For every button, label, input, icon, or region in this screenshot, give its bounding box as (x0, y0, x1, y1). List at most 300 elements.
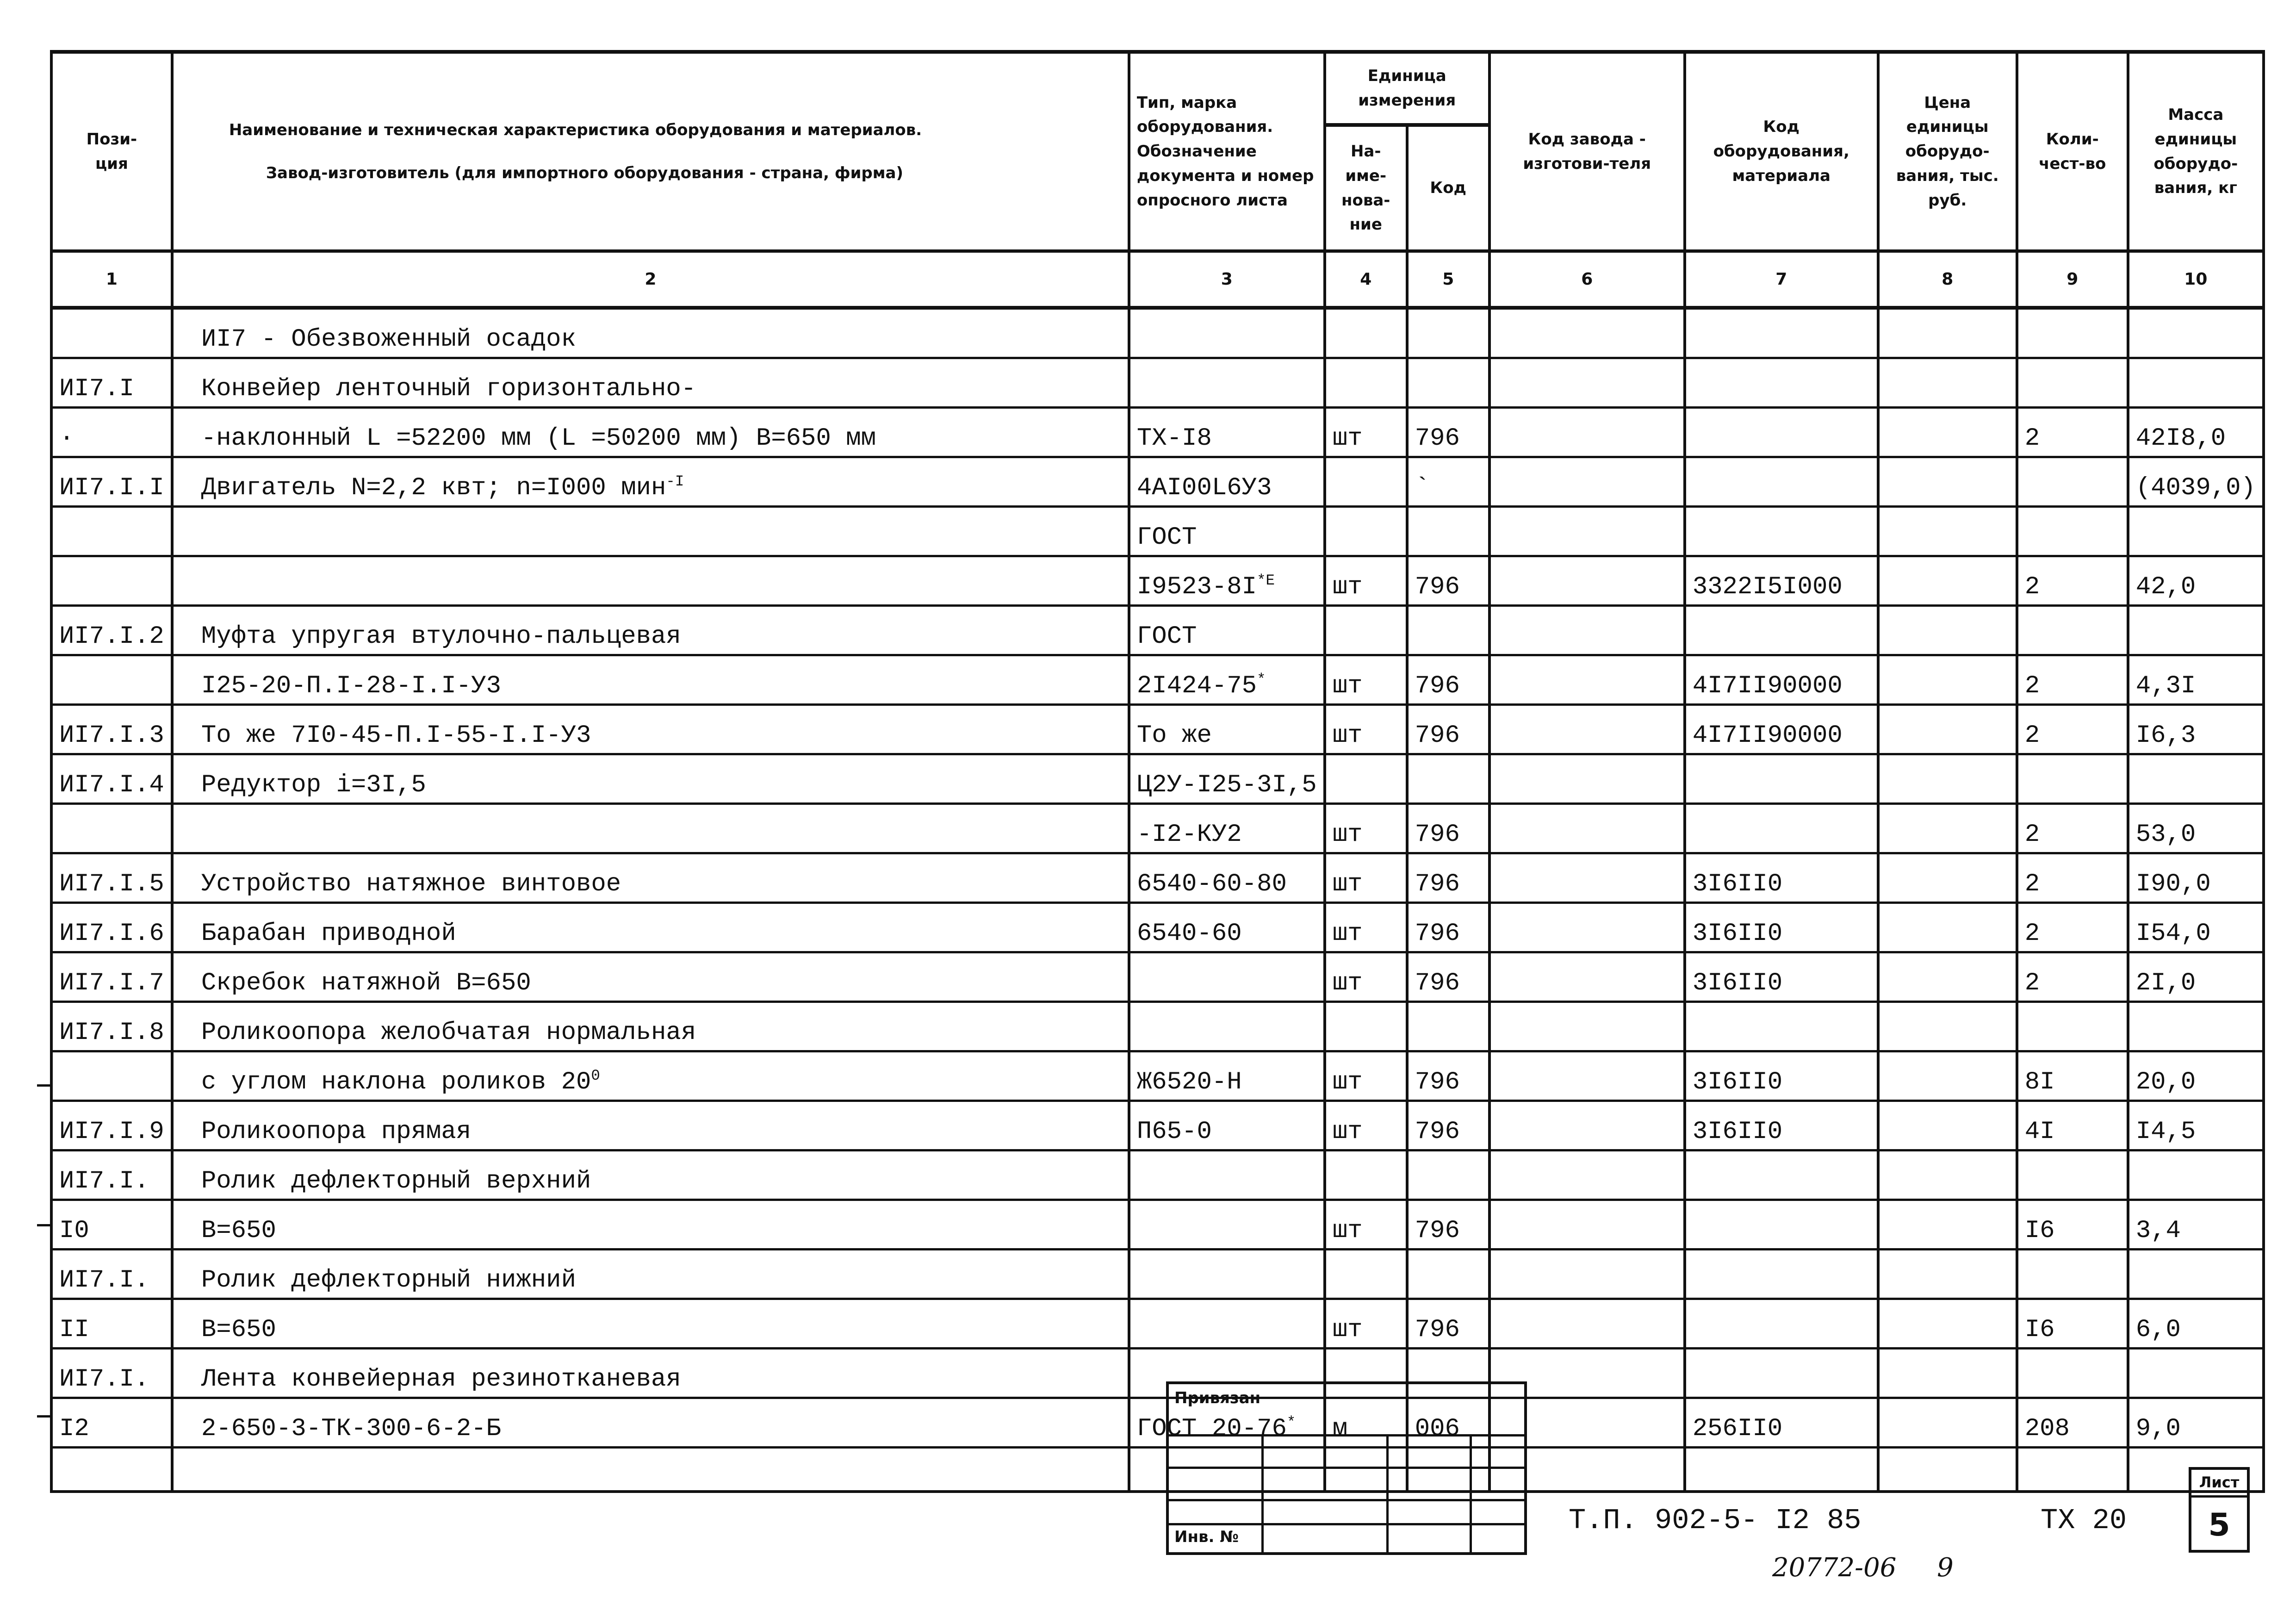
row-name-text: Ролик дефлекторный нижний (201, 1266, 576, 1294)
row-plant-code (1489, 1200, 1685, 1250)
row-unit-code-text: 006 (1415, 1415, 1460, 1443)
row-mass-text: I4,5 (2135, 1118, 2196, 1146)
row-unit-code-text: 796 (1415, 424, 1460, 453)
row-unit-text: шт (1332, 1316, 1363, 1344)
column-number: 1 (51, 251, 172, 308)
row-unit-code-text: 796 (1415, 870, 1460, 898)
header-quantity: Коли-чест-во (2017, 52, 2128, 251)
row-position (51, 308, 172, 358)
row-material-code (1685, 952, 1878, 1002)
row-quantity (2017, 804, 2128, 853)
row-position-text: ИI7.I.3 (59, 721, 164, 750)
row-unit-text: шт (1332, 920, 1363, 948)
row-unit (1325, 655, 1407, 705)
row-type (1129, 853, 1325, 903)
row-position-text: I0 (59, 1217, 89, 1245)
row-unit-code (1407, 705, 1489, 754)
row-position (51, 457, 172, 507)
row-unit-code (1407, 556, 1489, 606)
row-material-code-text: 256II0 (1692, 1415, 1783, 1443)
row-type (1129, 358, 1325, 408)
row-type (1129, 903, 1325, 952)
row-mass (2128, 1150, 2264, 1200)
row-type (1129, 1299, 1325, 1349)
row-plant-code (1489, 1051, 1685, 1101)
row-name (172, 754, 1129, 804)
row-plant-code (1489, 754, 1685, 804)
column-number: 7 (1685, 251, 1878, 308)
row-position (51, 1101, 172, 1150)
row-type (1129, 655, 1325, 705)
header-name-line2: Завод-изготовитель (для импортного оборудования - страна, фирма) (266, 163, 904, 182)
row-quantity-text: 2 (2024, 821, 2040, 849)
row-mass-text: 3,4 (2135, 1217, 2181, 1245)
empty-cell (1685, 1448, 1878, 1492)
row-material-code (1685, 853, 1878, 903)
row-name (172, 1299, 1129, 1349)
row-mass (2128, 1051, 2264, 1101)
row-material-code (1685, 754, 1878, 804)
row-unit-code-text: 796 (1415, 1316, 1460, 1344)
row-material-code (1685, 1200, 1878, 1250)
row-unit (1325, 705, 1407, 754)
row-name (172, 853, 1129, 903)
row-quantity (2017, 1051, 2128, 1101)
row-price (1878, 507, 2017, 556)
table-header (51, 52, 2264, 125)
row-name-superscript: 0 (591, 1067, 600, 1084)
row-mass-text: 42I8,0 (2135, 424, 2226, 453)
row-mass (2128, 1200, 2264, 1250)
row-price (1878, 853, 2017, 903)
row-material-code (1685, 804, 1878, 853)
row-type (1129, 1250, 1325, 1299)
row-plant-code (1489, 1101, 1685, 1150)
table-row (51, 457, 2264, 507)
row-quantity (2017, 655, 2128, 705)
row-unit (1325, 754, 1407, 804)
row-name (172, 606, 1129, 655)
row-price (1878, 1349, 2017, 1398)
row-position-text: ИI7.I.5 (59, 870, 164, 898)
row-unit-code (1407, 408, 1489, 457)
row-mass-text: I54,0 (2135, 920, 2211, 948)
row-name (172, 655, 1129, 705)
row-price (1878, 903, 2017, 952)
row-mass (2128, 358, 2264, 408)
row-unit-code (1407, 1101, 1489, 1150)
table-row (51, 507, 2264, 556)
row-position (51, 1250, 172, 1299)
row-price (1878, 1002, 2017, 1051)
row-unit (1325, 606, 1407, 655)
row-mass (2128, 1398, 2264, 1448)
row-mass (2128, 308, 2264, 358)
row-price (1878, 754, 2017, 804)
row-type (1129, 804, 1325, 853)
row-quantity (2017, 1349, 2128, 1398)
row-mass-text: 6,0 (2135, 1316, 2181, 1344)
row-type-text: 4АI00L6У3 (1136, 474, 1272, 502)
row-unit-text: шт (1332, 573, 1363, 601)
row-unit-code (1407, 507, 1489, 556)
sheet-label: Лист (2191, 1470, 2247, 1498)
row-type-text: I9523-8I (1136, 573, 1257, 601)
row-position-text: ИI7.I. (59, 1266, 149, 1294)
row-name-text: Лента конвейерная резинотканевая (201, 1365, 681, 1393)
row-position (51, 1150, 172, 1200)
row-unit (1325, 408, 1407, 457)
row-unit (1325, 457, 1407, 507)
header-name-line1: Наименование и техническая характеристика оборудования и материалов. (229, 120, 922, 139)
row-unit (1325, 804, 1407, 853)
row-unit-code-text: 796 (1415, 1217, 1460, 1245)
row-name-text: Ролик дефлекторный верхний (201, 1167, 591, 1195)
row-plant-code (1489, 308, 1685, 358)
row-unit-code (1407, 804, 1489, 853)
row-unit-code (1407, 358, 1489, 408)
table-row (51, 1200, 2264, 1250)
row-position-text: ИI7.I.6 (59, 920, 164, 948)
row-unit-code-text: 796 (1415, 573, 1460, 601)
row-material-code (1685, 358, 1878, 408)
row-quantity-text: 2 (2024, 721, 2040, 750)
row-quantity (2017, 556, 2128, 606)
table-row (51, 556, 2264, 606)
row-mass (2128, 408, 2264, 457)
table-row (51, 1250, 2264, 1299)
row-name-text: Скребок натяжной В=650 (201, 969, 531, 997)
row-unit-text: шт (1332, 721, 1363, 750)
equipment-spec-table (50, 50, 2265, 1493)
row-plant-code (1489, 705, 1685, 754)
row-price (1878, 655, 2017, 705)
row-position-text: ИI7.I (59, 375, 135, 403)
row-unit-code (1407, 1002, 1489, 1051)
row-name (172, 1150, 1129, 1200)
row-position (51, 655, 172, 705)
row-quantity-text: 2 (2024, 672, 2040, 700)
row-unit (1325, 952, 1407, 1002)
row-name (172, 903, 1129, 952)
row-type (1129, 457, 1325, 507)
row-type-text: ГОСТ (1136, 523, 1197, 552)
row-position (51, 1398, 172, 1448)
row-name-text: -наклонный L =52200 мм (L =50200 мм) B=650 мм (201, 424, 876, 453)
row-unit (1325, 1200, 1407, 1250)
row-position (51, 358, 172, 408)
empty-table-row (51, 1448, 2264, 1492)
row-position-text: ИI7.I.I (59, 474, 164, 502)
row-quantity-text: 2 (2024, 424, 2040, 453)
row-material-code (1685, 705, 1878, 754)
row-material-code (1685, 1250, 1878, 1299)
row-price (1878, 1051, 2017, 1101)
row-type (1129, 1150, 1325, 1200)
row-mass (2128, 705, 2264, 754)
row-unit-code-text: 796 (1415, 1068, 1460, 1096)
row-quantity (2017, 358, 2128, 408)
column-number: 4 (1325, 251, 1407, 308)
row-quantity (2017, 606, 2128, 655)
row-plant-code (1489, 903, 1685, 952)
row-unit-code (1407, 1051, 1489, 1101)
row-position-text: II (59, 1316, 89, 1344)
row-plant-code (1489, 1250, 1685, 1299)
row-position-text: ИI7.I.2 (59, 622, 164, 651)
row-position (51, 1349, 172, 1398)
row-quantity (2017, 1200, 2128, 1250)
row-name (172, 804, 1129, 853)
row-price (1878, 556, 2017, 606)
row-position (51, 1051, 172, 1101)
row-mass-text: 9,0 (2135, 1415, 2181, 1443)
row-mass (2128, 1101, 2264, 1150)
row-material-code (1685, 457, 1878, 507)
row-material-code (1685, 606, 1878, 655)
row-unit-code (1407, 1250, 1489, 1299)
row-name-superscript: -I (666, 473, 684, 490)
row-name-text: Редуктор i=3I,5 (201, 771, 426, 799)
row-material-code-text: 3I6II0 (1692, 969, 1783, 997)
row-price (1878, 804, 2017, 853)
row-type (1129, 1200, 1325, 1250)
row-quantity (2017, 1299, 2128, 1349)
row-plant-code (1489, 1002, 1685, 1051)
row-mass (2128, 1349, 2264, 1398)
row-type (1129, 754, 1325, 804)
row-name (172, 1101, 1129, 1150)
row-type-text: ГОСТ (1136, 622, 1197, 651)
row-plant-code (1489, 952, 1685, 1002)
column-number: 6 (1489, 251, 1685, 308)
row-price (1878, 1250, 2017, 1299)
row-unit-text: шт (1332, 1068, 1363, 1096)
row-unit (1325, 903, 1407, 952)
row-material-code-text: 4I7II90000 (1692, 672, 1843, 700)
row-position (51, 606, 172, 655)
row-type (1129, 1101, 1325, 1150)
row-position-text: I2 (59, 1415, 89, 1443)
header-plant-code: Код завода - изготови-теля (1489, 52, 1685, 251)
row-name-text: В=650 (201, 1217, 276, 1245)
row-price (1878, 952, 2017, 1002)
row-unit-code (1407, 308, 1489, 358)
row-quantity (2017, 754, 2128, 804)
row-type-text: 6540-60-80 (1136, 870, 1287, 898)
table-row (51, 804, 2264, 853)
row-type-superscript: * (1286, 1414, 1296, 1431)
row-position (51, 507, 172, 556)
margin-tick (37, 1415, 51, 1418)
row-mass-text: 20,0 (2135, 1068, 2196, 1096)
row-mass (2128, 1002, 2264, 1051)
row-unit (1325, 308, 1407, 358)
row-type-text: -I2-КУ2 (1136, 821, 1242, 849)
row-name (172, 1349, 1129, 1398)
empty-cell (172, 1448, 1129, 1492)
header-price: Цена единицы оборудо-вания, тыс. руб. (1878, 52, 2017, 251)
header-mass: Масса единицы оборудо-вания, кг (2128, 52, 2264, 251)
row-unit-code (1407, 903, 1489, 952)
row-position-text: ИI7.I. (59, 1365, 149, 1393)
row-price (1878, 308, 2017, 358)
row-quantity (2017, 457, 2128, 507)
column-number: 3 (1129, 251, 1325, 308)
row-name-text: В=650 (201, 1316, 276, 1344)
table-row (51, 1299, 2264, 1349)
empty-cell (51, 1448, 172, 1492)
row-unit (1325, 1250, 1407, 1299)
row-type-text: ТХ-I8 (1136, 424, 1212, 453)
row-type (1129, 507, 1325, 556)
row-mass (2128, 655, 2264, 705)
row-unit (1325, 1002, 1407, 1051)
row-material-code-text: 3I6II0 (1692, 1118, 1783, 1146)
table-row (51, 705, 2264, 754)
table-row (51, 408, 2264, 457)
row-price (1878, 606, 2017, 655)
row-type-superscript: * (1257, 671, 1266, 688)
row-quantity (2017, 507, 2128, 556)
row-material-code-text: 3322I5I000 (1692, 573, 1843, 601)
row-mass (2128, 556, 2264, 606)
table-row (51, 1002, 2264, 1051)
row-plant-code (1489, 655, 1685, 705)
row-unit (1325, 556, 1407, 606)
column-number: 9 (2017, 251, 2128, 308)
row-mass (2128, 903, 2264, 952)
row-quantity (2017, 952, 2128, 1002)
row-unit-text: шт (1332, 672, 1363, 700)
row-name (172, 1002, 1129, 1051)
row-unit-text: м (1332, 1415, 1348, 1443)
row-name-text: Муфта упругая втулочно-пальцевая (201, 622, 681, 651)
row-mass (2128, 804, 2264, 853)
table-row (51, 1150, 2264, 1200)
row-unit-code (1407, 1200, 1489, 1250)
row-material-code (1685, 1101, 1878, 1150)
header-material-code: Код оборудования, материала (1685, 52, 1878, 251)
row-plant-code (1489, 457, 1685, 507)
header-unit-code: Код (1407, 125, 1489, 251)
row-name (172, 1250, 1129, 1299)
row-type-text: То же (1136, 721, 1212, 750)
row-type-superscript: *Е (1257, 572, 1275, 589)
frame-divider (50, 1372, 2246, 1373)
row-name-text: 2-650-3-ТК-300-6-2-Б (201, 1415, 501, 1443)
row-quantity (2017, 1398, 2128, 1448)
row-position (51, 754, 172, 804)
row-type-text: ГОСТ 20-76 (1136, 1415, 1287, 1443)
row-price (1878, 1150, 2017, 1200)
row-name-text: Роликоопора желобчатая нормальная (201, 1019, 696, 1047)
row-position-text: ИI7.I.4 (59, 771, 164, 799)
handwritten-archive-number (1772, 1553, 1954, 1583)
row-type (1129, 308, 1325, 358)
margin-tick (37, 1084, 51, 1087)
row-unit-code (1407, 952, 1489, 1002)
table-row (51, 1101, 2264, 1150)
document-number: Т.П. 902-5- I2 85 (1569, 1504, 1862, 1537)
row-unit-code (1407, 606, 1489, 655)
row-unit-code-text: 796 (1415, 969, 1460, 997)
row-type-text: 2I424-75 (1136, 672, 1257, 700)
row-type (1129, 408, 1325, 457)
row-quantity-text: I6 (2024, 1217, 2055, 1245)
row-material-code-text: 3I6II0 (1692, 1068, 1783, 1096)
empty-cell (2017, 1448, 2128, 1492)
document-code: ТХ 20 (2041, 1504, 2127, 1537)
row-mass (2128, 754, 2264, 804)
header-unit-name: На-име-нова-ние (1325, 125, 1407, 251)
margin-tick (37, 1224, 51, 1226)
row-unit-text: шт (1332, 821, 1363, 849)
row-mass-text: 53,0 (2135, 821, 2196, 849)
row-type (1129, 705, 1325, 754)
row-unit-code-text: 796 (1415, 1118, 1460, 1146)
row-position (51, 705, 172, 754)
row-name-text: I25-20-П.I-28-I.I-У3 (201, 672, 501, 700)
row-unit-text: шт (1332, 870, 1363, 898)
row-quantity-text: 208 (2024, 1415, 2070, 1443)
header-name (172, 52, 1129, 251)
row-unit-code (1407, 655, 1489, 705)
row-position (51, 556, 172, 606)
row-material-code (1685, 1150, 1878, 1200)
row-quantity-text: 2 (2024, 870, 2040, 898)
row-unit-code (1407, 457, 1489, 507)
row-mass-text: 4,3I (2135, 672, 2196, 700)
table-row (51, 308, 2264, 358)
row-name (172, 358, 1129, 408)
row-name-text: Устройство натяжное винтовое (201, 870, 621, 898)
row-unit (1325, 1299, 1407, 1349)
row-material-code (1685, 1051, 1878, 1101)
row-unit-text: шт (1332, 1217, 1363, 1245)
row-plant-code (1489, 358, 1685, 408)
row-position-text: ИI7.I.7 (59, 969, 164, 997)
row-position (51, 1002, 172, 1051)
row-material-code (1685, 903, 1878, 952)
stamp-linked-label: Привязан (1174, 1389, 1261, 1407)
row-name-text: Барабан приводной (201, 920, 456, 948)
table-row (51, 606, 2264, 655)
row-quantity-text: 4I (2024, 1118, 2055, 1146)
header-unit-group: Единица измерения (1325, 52, 1489, 125)
row-mass-text: 2I,0 (2135, 969, 2196, 997)
row-position-text: · (59, 424, 74, 453)
row-mass (2128, 606, 2264, 655)
table-row (51, 853, 2264, 903)
row-mass-text: I90,0 (2135, 870, 2211, 898)
archive-number: 20772-06 (1772, 1553, 1897, 1583)
row-unit-code-text: 796 (1415, 721, 1460, 750)
row-quantity (2017, 705, 2128, 754)
row-material-code-text: 3I6II0 (1692, 920, 1783, 948)
row-name (172, 952, 1129, 1002)
row-name-text: Конвейер ленточный горизонтально- (201, 375, 696, 403)
row-mass (2128, 1299, 2264, 1349)
row-material-code-text: 3I6II0 (1692, 870, 1783, 898)
row-name (172, 556, 1129, 606)
row-name (172, 1398, 1129, 1448)
row-unit (1325, 1101, 1407, 1150)
row-material-code (1685, 308, 1878, 358)
row-material-code (1685, 408, 1878, 457)
row-mass (2128, 457, 2264, 507)
row-type (1129, 952, 1325, 1002)
